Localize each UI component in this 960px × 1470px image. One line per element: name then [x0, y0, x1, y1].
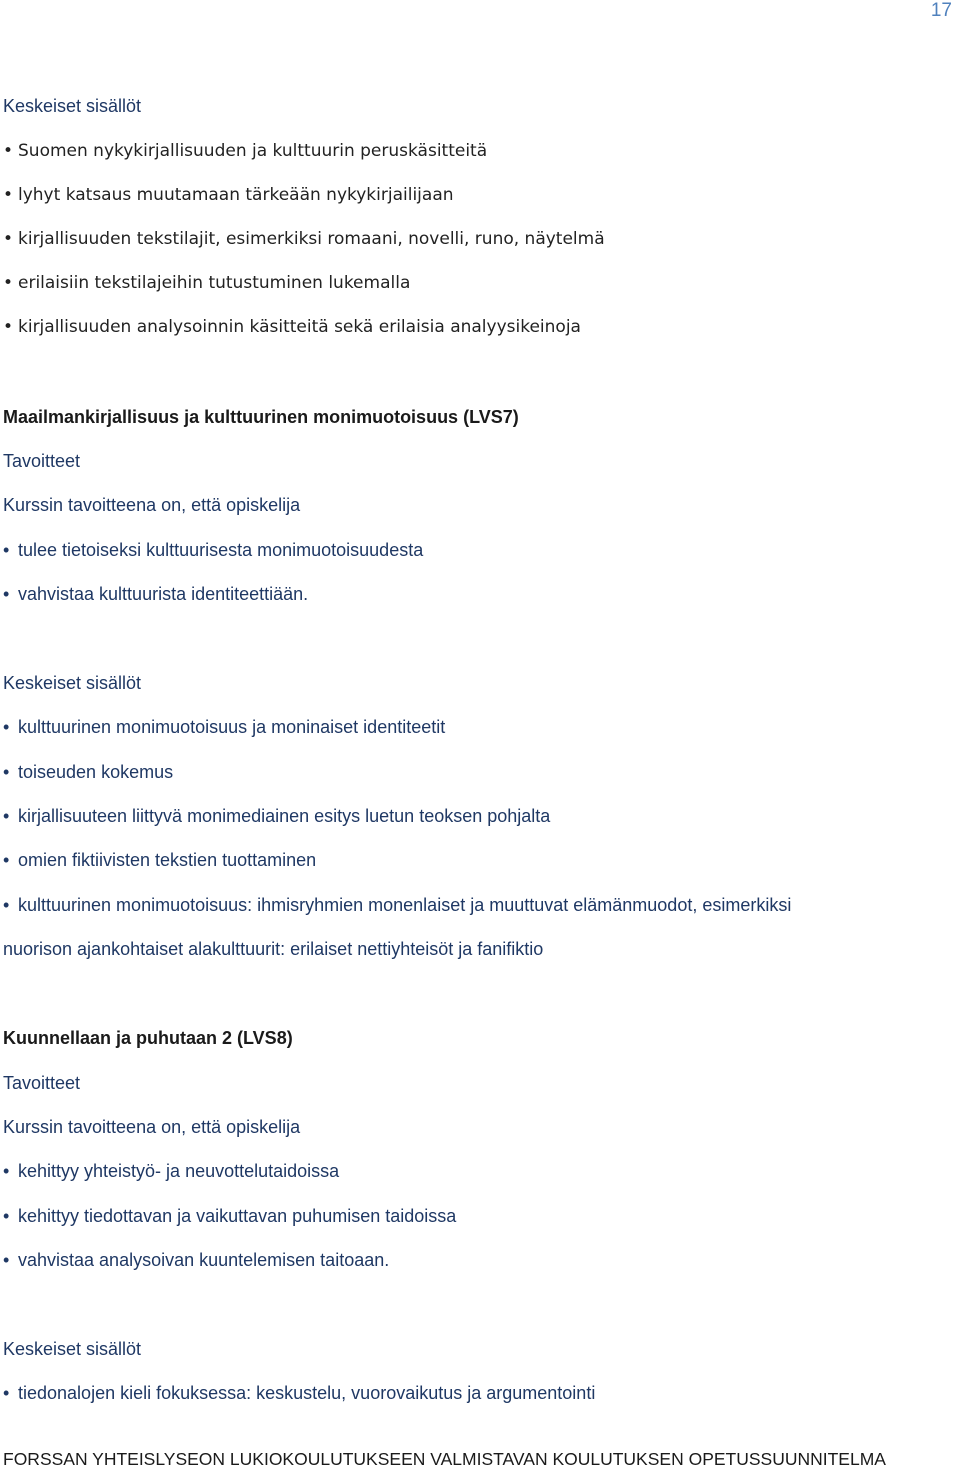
list-item: • Suomen nykykirjallisuuden ja kulttuurin peruskäsitteitä: [3, 140, 487, 162]
list-item-continuation: nuorison ajankohtaiset alakulttuurit: erilaiset nettiyhteisöt ja fanifiktio: [3, 939, 544, 959]
section-heading: Keskeiset sisällöt: [3, 96, 142, 116]
list-item: • vahvistaa kulttuurista identiteettiään.: [3, 583, 308, 605]
list-item: • kirjallisuuden analysoinnin käsitteitä sekä erilaisia analyysikeinoja: [3, 316, 581, 338]
list-item: • toiseuden kokemus: [3, 761, 173, 783]
section-heading: Keskeiset sisällöt: [3, 1339, 142, 1359]
goals-heading: Tavoitteet: [3, 1073, 81, 1093]
list-item: • kehittyy yhteistyö- ja neuvottelutaidoissa: [3, 1160, 339, 1182]
goals-intro: Kurssin tavoitteena on, että opiskelija: [3, 1117, 301, 1137]
list-item: • omien fiktiivisten tekstien tuottaminen: [3, 849, 316, 871]
course-title: Maailmankirjallisuus ja kulttuurinen monimuotoisuus (LVS7): [3, 407, 519, 427]
goals-intro: Kurssin tavoitteena on, että opiskelija: [3, 495, 301, 515]
list-item: • vahvistaa analysoivan kuuntelemisen taitoaan.: [3, 1249, 389, 1271]
list-item: • tulee tietoiseksi kulttuurisesta monimuotoisuudesta: [3, 539, 423, 561]
page-number: 17: [930, 0, 952, 21]
list-item: • lyhyt katsaus muutamaan tärkeään nykykirjailijaan: [3, 184, 454, 206]
list-item: • kirjallisuuden tekstilajit, esimerkiksi romaani, novelli, runo, näytelmä: [3, 228, 605, 250]
page-footer: FORSSAN YHTEISLYSEON LUKIOKOULUTUKSEEN VALMISTAVAN KOULUTUKSEN OPETUSSUUNNITELMA: [3, 1449, 886, 1469]
list-item: • kulttuurinen monimuotoisuus ja moninaiset identiteetit: [3, 716, 445, 738]
course-title: Kuunnellaan ja puhutaan 2 (LVS8): [3, 1028, 293, 1048]
list-item: • kirjallisuuteen liittyvä monimediainen esitys luetun teoksen pohjalta: [3, 805, 550, 827]
list-item: • tiedonalojen kieli fokuksessa: keskustelu, vuorovaikutus ja argumentointi: [3, 1382, 595, 1404]
list-item: • kehittyy tiedottavan ja vaikuttavan puhumisen taidoissa: [3, 1205, 456, 1227]
goals-heading: Tavoitteet: [3, 451, 81, 471]
section-heading: Keskeiset sisällöt: [3, 673, 142, 693]
list-item: • erilaisiin tekstilajeihin tutustuminen lukemalla: [3, 272, 410, 294]
list-item: • kulttuurinen monimuotoisuus: ihmisryhmien monenlaiset ja muuttuvat elämänmuodot, esimerkiksi: [3, 894, 791, 916]
